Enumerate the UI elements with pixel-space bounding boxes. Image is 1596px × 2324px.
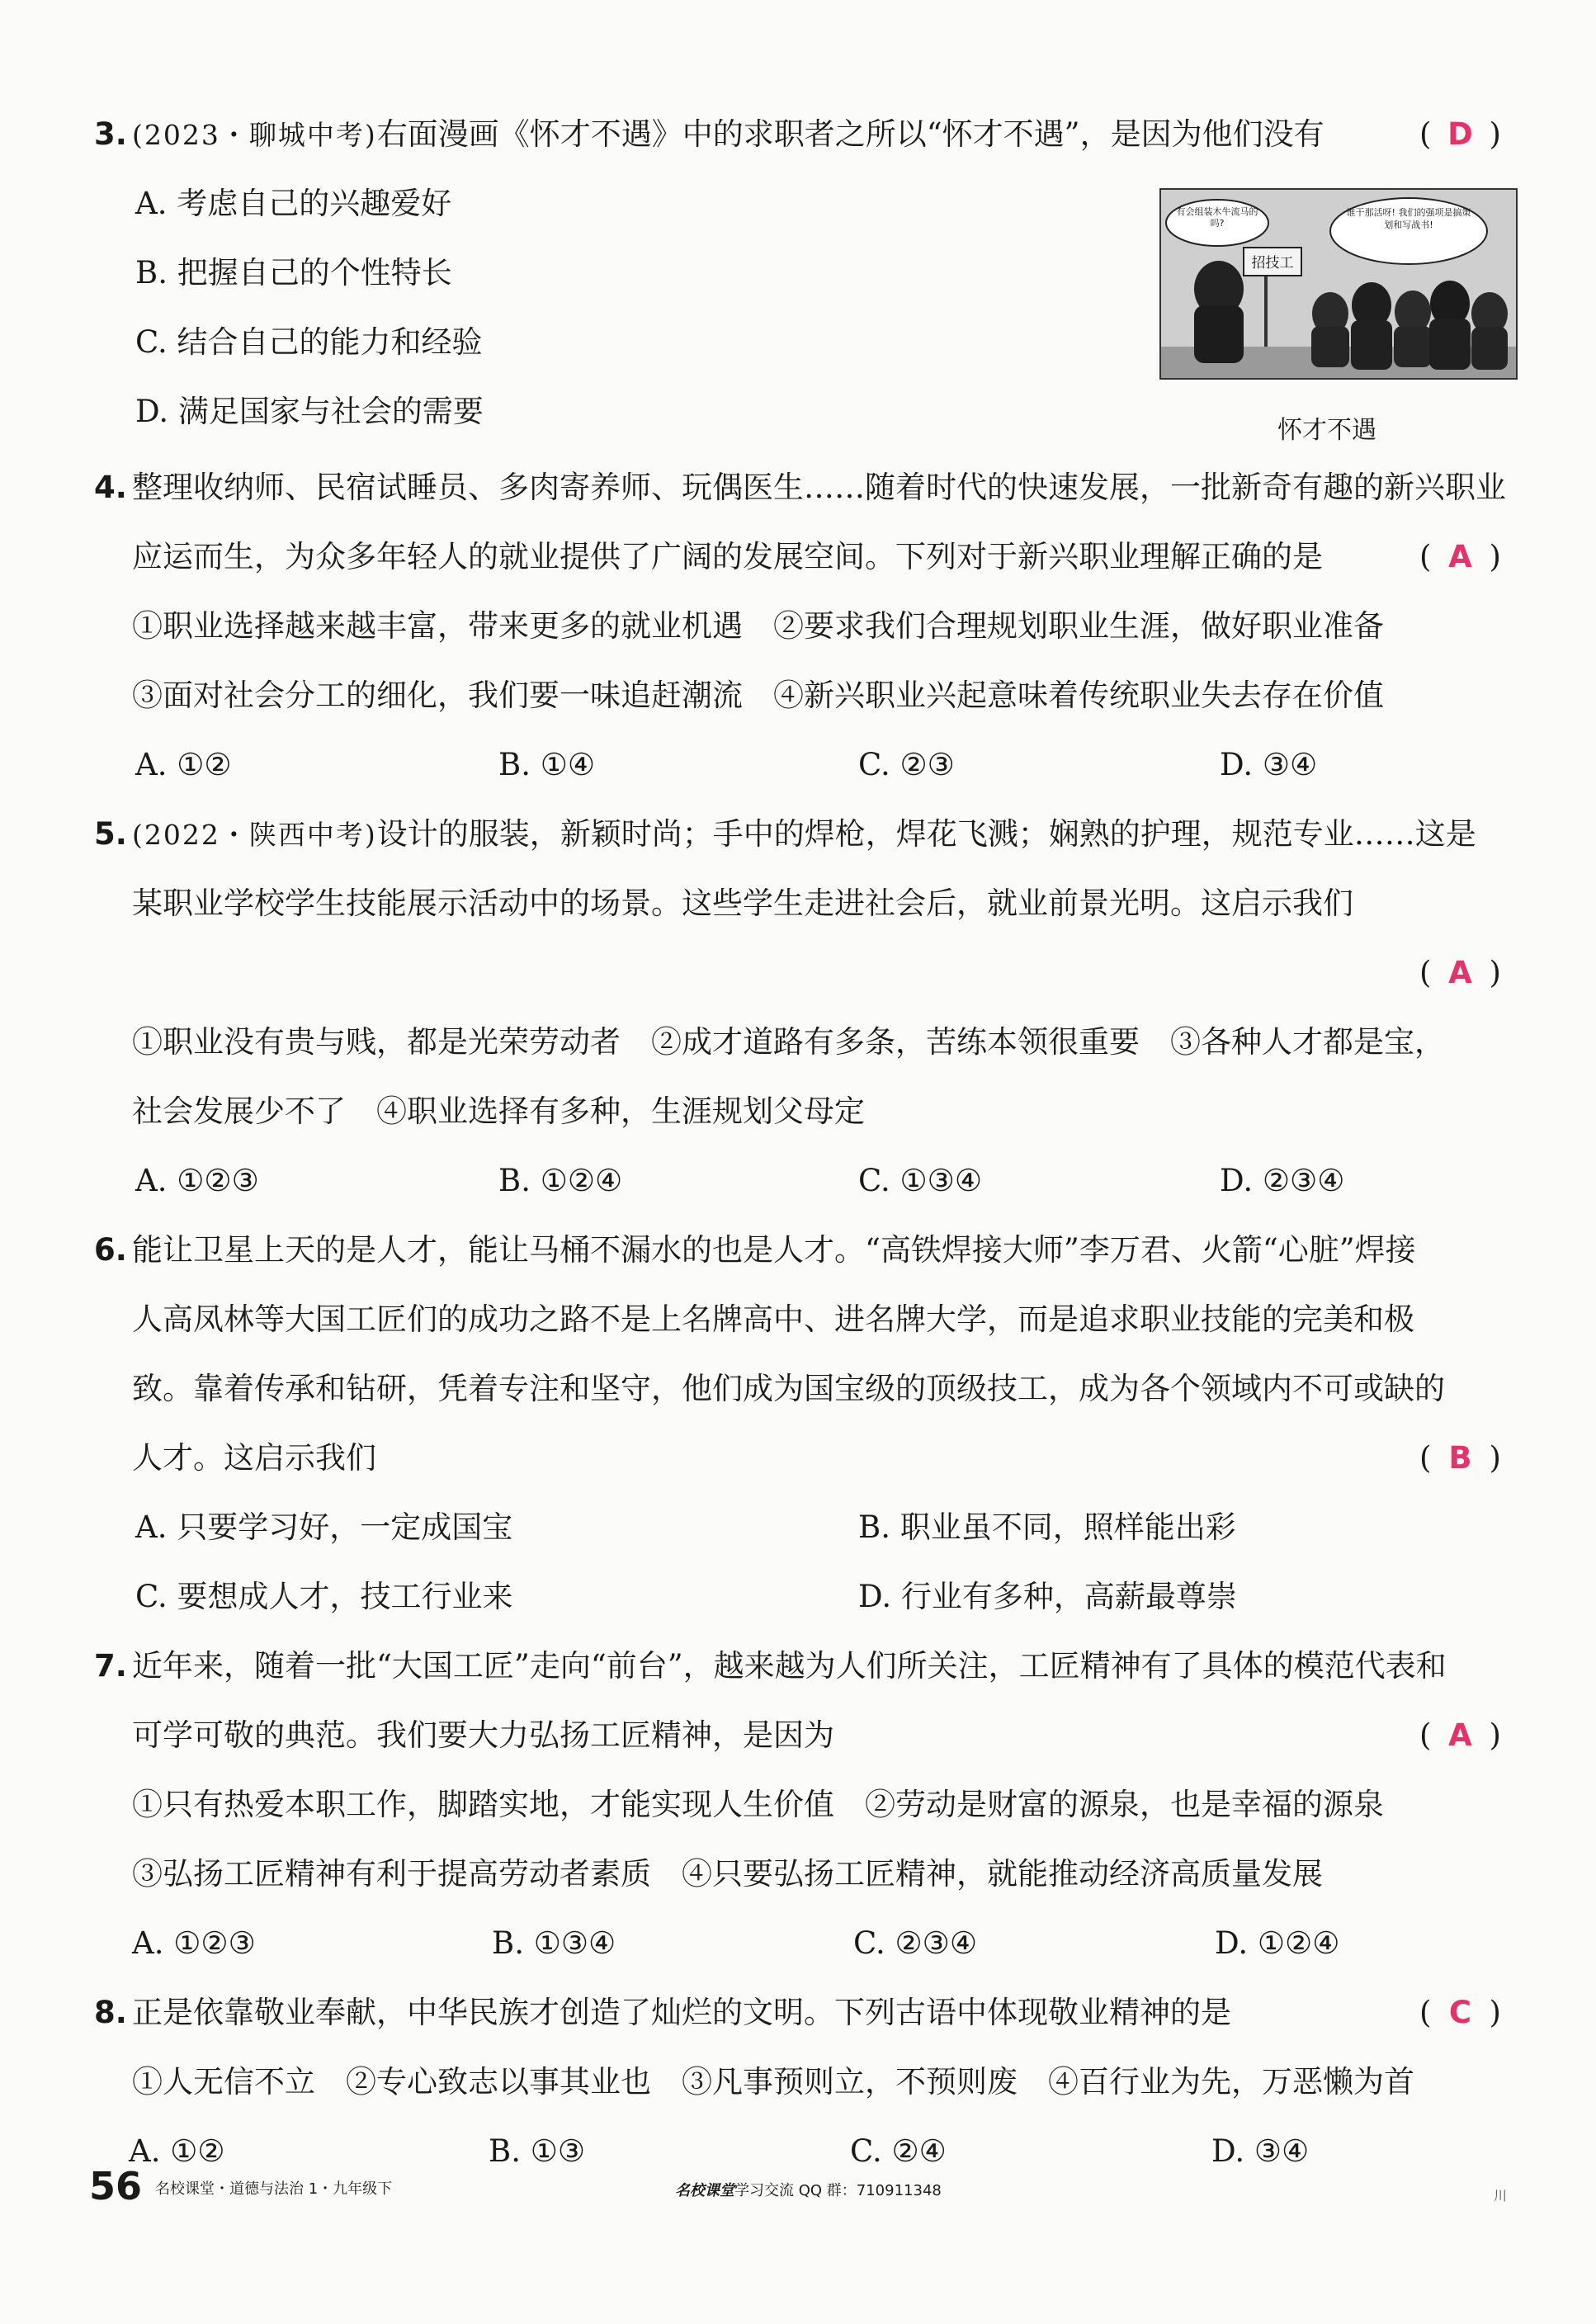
question-3-option-b: B. 把握自己的个性特长 xyxy=(135,255,452,290)
question-4-answer: A xyxy=(1448,539,1472,574)
question-4-option-c: C. ②③ xyxy=(858,747,955,782)
question-4-option-d: D. ③④ xyxy=(1220,747,1318,782)
cartoon-illustration xyxy=(1161,190,1516,378)
question-4-statements-2: ③面对社会分工的细化，我们要一味追赶潮流 ④新兴职业兴起意味着传统职业失去存在价值 xyxy=(132,678,1384,713)
question-8-option-b: B. ①③ xyxy=(489,2133,586,2169)
question-7-statements-2: ③弘扬工匠精神有利于提高劳动者素质 ④只要弘扬工匠精神，就能推动经济高质量发展 xyxy=(132,1856,1323,1892)
question-8-number: 8. xyxy=(94,1995,127,2030)
footer-book-title: 名校课堂・道德与法治 1・九年级下 xyxy=(155,2180,393,2198)
question-5-option-c: C. ①③④ xyxy=(858,1163,983,1198)
cartoon-bubble-right: 谁干那活呀! 我们的强项是搞策划和写战书! xyxy=(1346,207,1471,230)
question-8-line-1: 正是依靠敬业奉献，中华民族才创造了灿烂的文明。下列古语中体现敬业精神的是 xyxy=(132,1995,1231,2030)
question-5-answer-bracket: ( A ) xyxy=(1419,952,1501,994)
question-7-option-a: A. ①②③ xyxy=(132,1925,256,1961)
question-5-source: (2022・陕西中考) xyxy=(132,819,377,851)
footer-qq-group xyxy=(675,2179,942,2200)
question-6-line-4: 人才。这启示我们 xyxy=(132,1440,376,1476)
question-6-option-a: A. 只要学习好，一定成国宝 xyxy=(135,1509,513,1545)
question-6-option-b: B. 职业虽不同，照样能出彩 xyxy=(858,1509,1236,1545)
question-5-statements-1: ①职业没有贵与贱，都是光荣劳动者 ②成才道路有多条，苦练本领很重要 ③各种人才都是宝， xyxy=(132,1024,1445,1060)
question-3-number: 3. xyxy=(94,116,127,152)
cartoon-bubble-left: 有会组装木牛流马的吗? xyxy=(1176,206,1258,229)
question-8-statements-1: ①人无信不立 ②专心致志以事其业也 ③凡事预则立，不预则废 ④百行业为先，万恶懒为首 xyxy=(132,2064,1414,2100)
question-6-line-1: 能让卫星上天的是人才，能让马桶不漏水的也是人才。“高铁焊接大师”李万君、火箭“心脏”焊接 xyxy=(132,1232,1416,1268)
question-4-statements-1: ①职业选择越来越丰富，带来更多的就业机遇 ②要求我们合理规划职业生涯，做好职业准备 xyxy=(132,608,1384,644)
question-3-answer: D xyxy=(1447,116,1473,152)
page-number: 56 xyxy=(89,2164,143,2208)
question-5-option-a: A. ①②③ xyxy=(135,1163,259,1198)
question-7-line-1: 近年来，随着一批“大国工匠”走向“前台”，越来越为人们所关注，工匠精神有了具体的模范代表和 xyxy=(132,1648,1447,1684)
question-4-number: 4. xyxy=(94,470,127,505)
question-5-option-d: D. ②③④ xyxy=(1220,1163,1345,1198)
question-3-stem xyxy=(132,114,1324,156)
question-7-statements-1: ①只有热爱本职工作，脚踏实地，才能实现人生价值 ②劳动是财富的源泉，也是幸福的源泉 xyxy=(132,1787,1384,1822)
question-3-source: (2023・聊城中考) xyxy=(132,119,377,151)
question-4-line-2: 应运而生，为众多年轻人的就业提供了广阔的发展空间。下列对于新兴职业理解正确的是 xyxy=(132,539,1323,574)
question-8-option-c: C. ②④ xyxy=(850,2133,947,2169)
question-3-option-a: A. 考虑自己的兴趣爱好 xyxy=(135,186,452,221)
question-8-option-d: D. ③④ xyxy=(1211,2133,1310,2169)
question-7-line-2: 可学可敬的典范。我们要大力弘扬工匠精神，是因为 xyxy=(132,1717,834,1753)
question-5-number: 5. xyxy=(94,816,127,852)
question-5-text: 设计的服装，新颖时尚；手中的焊枪，焊花飞溅；娴熟的护理，规范专业……这是 xyxy=(376,816,1476,852)
cartoon-sign-text: 招技工 xyxy=(1251,255,1294,272)
question-5-line-2: 某职业学校学生技能展示活动中的场景。这些学生走进社会后，就业前景光明。这启示我们 xyxy=(132,886,1353,921)
question-5-statements-2: 社会发展少不了 ④职业选择有多种，生涯规划父母定 xyxy=(132,1094,865,1129)
question-5-answer: A xyxy=(1448,955,1472,990)
question-6-line-2: 人高凤林等大国工匠们的成功之路不是上名牌高中、进名牌大学，而是追求职业技能的完美和极 xyxy=(132,1301,1414,1337)
question-5-option-b: B. ①②④ xyxy=(498,1163,623,1198)
footer-qq-text: 学习交流 QQ 群：710911348 xyxy=(734,2182,942,2199)
question-4-line-1: 整理收纳师、民宿试睡员、多肉寄养师、玩偶医生……随着时代的快速发展，一批新奇有趣的新兴职业 xyxy=(132,470,1506,505)
question-4-option-a: A. ①② xyxy=(135,747,232,782)
question-3-answer-bracket: ( D ) xyxy=(1419,114,1501,155)
question-7-option-d: D. ①②④ xyxy=(1215,1925,1340,1961)
question-3-text: 右面漫画《怀才不遇》中的求职者之所以“怀才不遇”，是因为他们没有 xyxy=(376,116,1324,152)
question-7-option-c: C. ②③④ xyxy=(853,1925,978,1961)
question-4-option-b: B. ①④ xyxy=(498,747,596,782)
question-8-answer: C xyxy=(1448,1995,1472,2030)
question-7-number: 7. xyxy=(94,1648,127,1684)
question-3-option-d: D. 满足国家与社会的需要 xyxy=(135,394,484,429)
question-7-answer: A xyxy=(1448,1717,1472,1753)
cartoon-caption: 怀才不遇 xyxy=(1277,416,1376,445)
question-6-answer-bracket: ( B ) xyxy=(1419,1438,1501,1479)
question-6-number: 6. xyxy=(94,1232,127,1268)
question-3-option-c: C. 结合自己的能力和经验 xyxy=(135,324,483,360)
footer-brand-logo: 名校课堂 xyxy=(675,2182,734,2199)
question-4-answer-bracket: ( A ) xyxy=(1419,536,1501,578)
question-7-answer-bracket: ( A ) xyxy=(1419,1715,1501,1756)
question-8-answer-bracket: ( C ) xyxy=(1419,1992,1501,2034)
cartoon-image xyxy=(1159,188,1518,380)
question-6-option-c: C. 要想成人才，技工行业来 xyxy=(135,1579,513,1614)
question-8-option-a: A. ①② xyxy=(129,2133,225,2169)
question-5-line-1 xyxy=(132,814,1476,856)
question-6-answer: B xyxy=(1448,1440,1472,1476)
question-7-option-b: B. ①③④ xyxy=(492,1925,616,1961)
question-6-line-3: 致。靠着传承和钻研，凭着专注和坚守，他们成为国宝级的顶级技工，成为各个领域内不可或缺的 xyxy=(132,1371,1445,1406)
question-6-option-d: D. 行业有多种，高薪最尊崇 xyxy=(858,1579,1237,1614)
footer-region-mark: 川 xyxy=(1494,2188,1508,2204)
